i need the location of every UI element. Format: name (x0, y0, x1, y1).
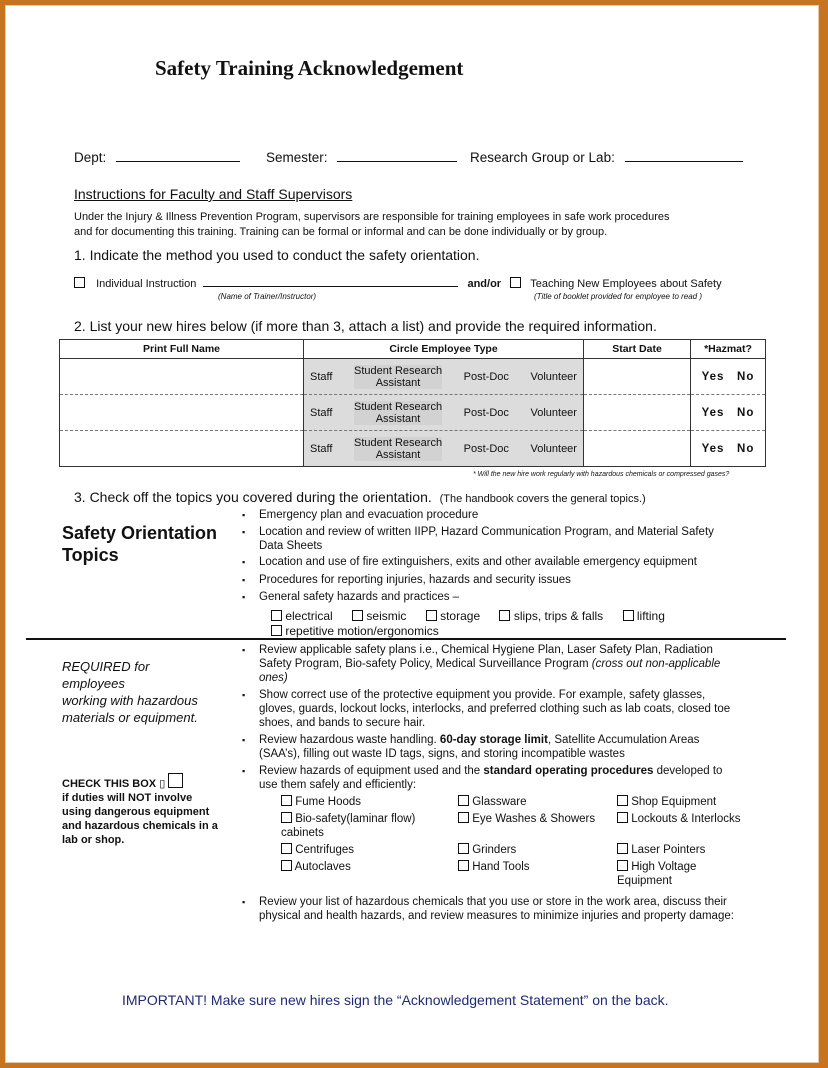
hazard-seismic: seismic (366, 609, 407, 623)
req-text-italic: (cross out non-applicable (591, 658, 721, 670)
type-volunteer[interactable]: Volunteer (530, 406, 577, 419)
type-postdoc[interactable]: Post-Doc (463, 406, 509, 419)
topic-text: Location and review of written IIPP, Hazard Communication Program, and Material Safety (259, 526, 714, 538)
hazmat-yes[interactable]: Yes (701, 406, 725, 419)
header-type: Circle Employee Type (304, 340, 584, 359)
teaching-label: Teaching New Employees about Safety (530, 278, 722, 290)
equipment-col-1 (281, 795, 456, 874)
semester-label: Semester: (266, 150, 328, 165)
equipment-checkbox[interactable] (458, 795, 469, 806)
equipment-checkbox[interactable] (458, 812, 469, 823)
sra-line-1: Student Research (354, 400, 443, 413)
req-text: Review applicable safety plans i.e., Chemical Hygiene Plan, Laser Safety Plan, Radiation (259, 644, 713, 656)
hazard-checkbox[interactable] (271, 610, 282, 621)
equipment-col-2 (458, 795, 613, 874)
section-divider (26, 638, 786, 640)
topic-text-cont: Data Sheets (259, 540, 323, 552)
topics-heading (62, 522, 217, 566)
equipment-checkbox[interactable] (617, 812, 628, 823)
hazard-checkbox[interactable] (623, 610, 634, 621)
hazard-checkbox[interactable] (271, 625, 282, 636)
trainer-line[interactable] (203, 276, 458, 287)
hazmat-cell (691, 395, 766, 431)
req-text: Review hazards of equipment used and the (259, 765, 484, 777)
table-header (60, 340, 766, 359)
new-hires-table (59, 339, 766, 467)
hazmat-no[interactable]: No (737, 442, 755, 455)
start-date-cell[interactable] (584, 395, 691, 431)
intro-text (74, 210, 734, 240)
req-text: physical and health hazards, and review measures to minimize injuries and property damage: (259, 910, 734, 922)
topics-heading-2: Topics (62, 545, 119, 565)
table-row (60, 395, 766, 431)
topic-item[interactable]: ▪ Procedures for reporting injuries, hazards and security issues (259, 573, 571, 587)
hazmat-no[interactable]: No (737, 406, 755, 419)
eq-fume-hoods: Fume Hoods (295, 796, 362, 808)
intro-line-1: Under the Injury & Illness Prevention Program, supervisors are responsible for training employees in safe work procedures (74, 211, 670, 223)
hazard-lifting: lifting (636, 609, 665, 623)
individual-checkbox[interactable] (74, 277, 85, 288)
hazard-checkbox[interactable] (426, 610, 437, 621)
teaching-checkbox[interactable] (510, 277, 521, 288)
andor-label: and/or (467, 278, 502, 290)
req-item-chemicals-review[interactable] (259, 895, 769, 923)
check-box-line-2: if duties will NOT involve (62, 792, 193, 804)
trainer-note: (Name of Trainer/Instructor) (218, 292, 317, 301)
required-line-2: employees (62, 676, 125, 691)
type-cell (304, 395, 584, 431)
type-volunteer[interactable]: Volunteer (530, 442, 577, 455)
arrow-glyph-icon: ▯ (159, 778, 166, 790)
hazmat-yes[interactable]: Yes (701, 442, 725, 455)
page-title: Safety Training Acknowledgement (155, 56, 464, 80)
hazard-storage: storage (440, 609, 481, 623)
req-text: shoes, and bands to secure hair. (259, 717, 426, 729)
req-text-bold: standard operating procedures (483, 765, 654, 777)
topic-item[interactable] (259, 525, 714, 553)
type-postdoc[interactable]: Post-Doc (463, 370, 509, 383)
eq-high-voltage-cont: Equipment (617, 875, 672, 887)
research-line[interactable] (625, 149, 743, 162)
req-item-protective-equipment[interactable] (259, 688, 759, 730)
semester-line[interactable] (337, 149, 457, 162)
individual-label: Individual Instruction (96, 278, 197, 290)
check-box-line-3: using dangerous equipment (62, 806, 210, 818)
sra-line-2: Assistant (375, 376, 421, 389)
equipment-checkbox[interactable] (617, 860, 628, 871)
eq-glassware: Glassware (472, 796, 527, 808)
eq-high-voltage: High Voltage (631, 861, 697, 873)
header-start: Start Date (584, 340, 691, 359)
check-this-box-note (62, 773, 242, 847)
eq-biosafety-cont: cabinets (281, 827, 324, 839)
hazmat-cell (691, 431, 766, 467)
equipment-checkbox[interactable] (458, 843, 469, 854)
equipment-checkbox[interactable] (281, 795, 292, 806)
topic-item[interactable]: ▪ Location and use of fire extinguishers, exits and other available emergency equipment (259, 555, 697, 569)
type-cell (304, 359, 584, 395)
research-label: Research Group or Lab: (470, 150, 615, 165)
equipment-checkbox[interactable] (281, 860, 292, 871)
sra-line-1: Student Research (354, 436, 443, 449)
hazard-checkbox[interactable] (499, 610, 510, 621)
hazard-ergonomics: repetitive motion/ergonomics (285, 624, 439, 638)
req-text: (SAA’s), filling out waste ID tags, signs, and storing incompatible wastes (259, 748, 625, 760)
hazards-row-2 (271, 624, 439, 638)
req-text: Show correct use of the protective equipment you provide. For example, safety glasses, (259, 689, 706, 701)
req-text-italic: ones) (259, 672, 288, 684)
equipment-checkbox[interactable] (458, 860, 469, 871)
important-note: IMPORTANT! Make sure new hires sign the “Acknowledgement Statement” on the back. (122, 992, 669, 1008)
req-text: developed to (653, 765, 723, 777)
req-text: Safety Program, Bio-safety Policy, Medical Surveillance Program (259, 658, 592, 670)
topics-heading-1: Safety Orientation (62, 523, 218, 543)
method-row (74, 276, 774, 290)
req-item-hazardous-waste[interactable] (259, 733, 759, 761)
eq-eye-washes: Eye Washes & Showers (472, 813, 596, 825)
sra-line-2: Assistant (375, 448, 421, 461)
dept-label: Dept: (74, 150, 107, 165)
eq-shop-equipment: Shop Equipment (631, 796, 717, 808)
semester-field[interactable] (266, 149, 457, 165)
type-student-research[interactable] (354, 401, 442, 425)
req-item-safety-plans[interactable] (259, 643, 759, 685)
intro-line-2: and for documenting this training. Training can be formal or informal and can be done individually or by group. (74, 226, 608, 238)
sra-line-2: Assistant (375, 412, 421, 425)
hazmat-yes[interactable]: Yes (701, 370, 725, 383)
req-text: Review hazardous waste handling. (259, 734, 440, 746)
topic-item[interactable]: ▪ Emergency plan and evacuation procedure (259, 508, 478, 522)
type-student-research[interactable] (354, 437, 442, 461)
check-box-line-5: lab or shop. (62, 834, 125, 846)
hazard-checkbox[interactable] (352, 610, 363, 621)
name-cell[interactable] (60, 431, 304, 467)
req-text: use them safely and efficiently: (259, 779, 417, 791)
req-item-equipment-hazards[interactable] (259, 764, 759, 792)
eq-hand-tools: Hand Tools (472, 861, 530, 873)
step-2-heading: 2. List your new hires below (if more than 3, attach a list) and provide the required information. (74, 318, 657, 334)
start-date-cell[interactable] (584, 431, 691, 467)
type-staff[interactable]: Staff (310, 442, 333, 455)
equipment-checkbox[interactable] (281, 812, 292, 823)
header-name: Print Full Name (60, 340, 304, 359)
hazard-electrical: electrical (285, 609, 333, 623)
dept-line[interactable] (116, 149, 240, 162)
req-text: gloves, guards, lockout locks, interlocks, and preferred clothing such as lab coats, closed toe (259, 703, 731, 715)
check-box-line-4: and hazardous chemicals in a (62, 820, 218, 832)
dept-field[interactable] (74, 149, 240, 165)
not-applicable-checkbox[interactable] (168, 773, 183, 788)
equipment-checkbox[interactable] (617, 795, 628, 806)
eq-biosafety: Bio-safety(laminar flow) (295, 813, 416, 825)
step-3-note: (The handbook covers the general topics.) (439, 493, 646, 505)
equipment-checkbox[interactable] (281, 843, 292, 854)
topic-item[interactable]: ▪ General safety hazards and practices – (259, 590, 459, 604)
hazmat-footnote: * Will the new hire work regularly with hazardous chemicals or compressed gases? (473, 471, 730, 478)
eq-lockouts: Lockouts & Interlocks (631, 813, 741, 825)
table-row (60, 431, 766, 467)
required-line-1: REQUIRED for (62, 659, 150, 674)
research-field[interactable] (470, 149, 743, 165)
required-line-3: working with hazardous (62, 693, 198, 708)
type-postdoc[interactable]: Post-Doc (463, 442, 509, 455)
type-cell (304, 431, 584, 467)
eq-laser-pointers: Laser Pointers (631, 844, 706, 856)
req-text: Review your list of hazardous chemicals that you use or store in the work area, discuss their (259, 896, 727, 908)
eq-autoclaves: Autoclaves (294, 861, 351, 873)
name-cell[interactable] (60, 359, 304, 395)
instructions-heading: Instructions for Faculty and Staff Supervisors (74, 186, 353, 202)
start-date-cell[interactable] (584, 359, 691, 395)
check-box-label: CHECK THIS BOX (62, 778, 157, 790)
req-text: , Satellite Accumulation Areas (547, 734, 700, 746)
hazmat-no[interactable]: No (737, 370, 755, 383)
hazard-slips: slips, trips & falls (513, 609, 604, 623)
hazmat-cell (691, 359, 766, 395)
required-line-4: materials or equipment. (62, 710, 198, 725)
equipment-checkbox[interactable] (617, 843, 628, 854)
header-hazmat: *Hazmat? (691, 340, 766, 359)
step-3-text: 3. Check off the topics you covered during the orientation. (74, 489, 432, 505)
eq-centrifuges: Centrifuges (295, 844, 355, 856)
step-1-heading: 1. Indicate the method you used to conduct the safety orientation. (74, 247, 480, 263)
eq-grinders: Grinders (472, 844, 517, 856)
form-page (5, 5, 819, 1063)
required-note (62, 658, 198, 726)
type-volunteer[interactable]: Volunteer (530, 370, 577, 383)
hazards-row-1 (271, 609, 665, 623)
type-staff[interactable]: Staff (310, 370, 333, 383)
table-row (60, 359, 766, 395)
booklet-note: (Title of booklet provided for employee to read ) (534, 292, 703, 301)
name-cell[interactable] (60, 395, 304, 431)
type-student-research[interactable] (354, 365, 442, 389)
equipment-col-3 (617, 795, 767, 888)
req-text-bold: 60-day storage limit (439, 734, 548, 746)
type-staff[interactable]: Staff (310, 406, 333, 419)
step-3-heading (74, 489, 646, 505)
sra-line-1: Student Research (354, 364, 443, 377)
